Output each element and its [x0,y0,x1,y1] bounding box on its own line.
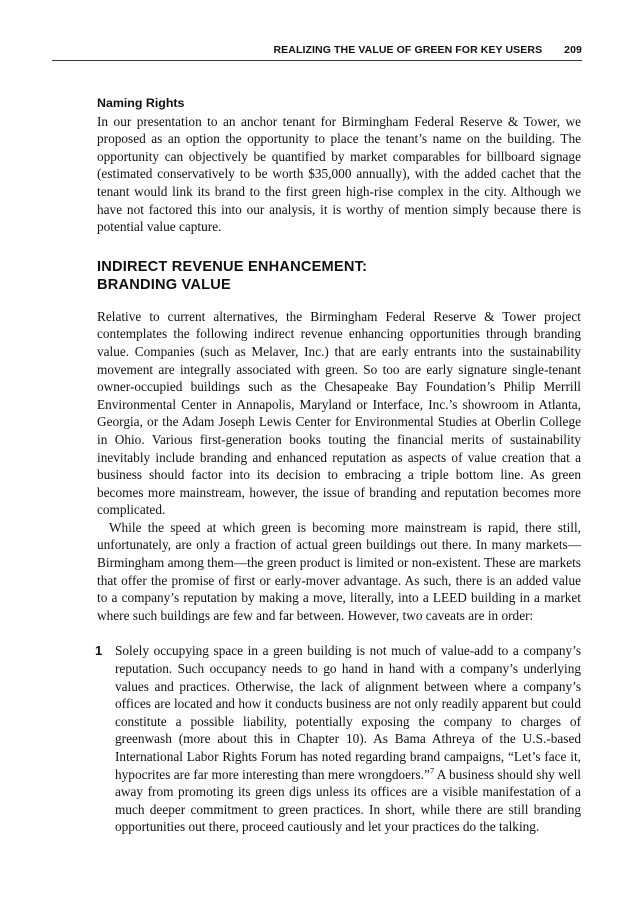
list-item-number: 1 [95,643,103,659]
naming-rights-subheading: Naming Rights [97,96,185,110]
section-heading-line-2: BRANDING VALUE [97,276,231,293]
running-title: REALIZING THE VALUE OF GREEN FOR KEY USERS [273,44,543,56]
branding-paragraph-2: While the speed at which green is becoming more mainstream is rapid, there still, unfortunately, are only a fraction of actual green buildings out there. In many markets—Birmingham among them—the green product is limited or non-existent. These are markets that offer the promise of first or early-mover advantage. As such, there is an added value to a company’s reputation by making a move, literally, into a LEED building in a market where such buildings are few and far between. However, two caveats are in order: [97,519,581,623]
caveats-list [97,642,581,836]
branding-paragraph-1: Relative to current alternatives, the Birmingham Federal Reserve & Tower project contemplates the following indirect revenue enhancing opportunities through branding value. Companies (such as Melaver, Inc.) that are early entrants into the sustainability movement are integrally associated with green. So too are early signature single-tenant owner-occupied buildings such as the Chesapeake Bay Foundation’s Philip Merrill Environmental Center in Annapolis, Maryland or Interface, Inc.’s showroom in Atlanta, Georgia, or the Adam Joseph Lewis Center for Environmental Studies at Oberlin College in Ohio. Various first-generation books touting the financial merits of sustainability inevitably include branding and enhanced reputation as aspects of value creation that a business should factor into its decision to embracing a triple bottom line. As green becomes more mainstream, however, the issue of branding and reputation becomes more complicated. [97,308,581,518]
list-item-text [115,642,581,836]
page-number: 209 [564,44,582,56]
header-rule [52,60,582,61]
list-item-text-main: Solely occupying space in a green building is not much of value-add to a company’s reputation. Such occupancy needs to go hand in hand with a company’s underlying values and practices. Otherwise, the lack of alignment between where a company’s offices are located and how it conducts business are not only readily apparent but could constitute a possible liability, potentially exposing the company to charges of greenwash (more about this in Chapter 10). As Bama Athreya of the U.S.-based International Labor Rights Forum has noted regarding brand campaigns, “Let’s face it, hypocrites are far more interesting than mere wrongdoers.” [115,643,581,782]
naming-rights-paragraph: In our presentation to an anchor tenant for Birmingham Federal Reserve & Tower, we proposed as an option the opportunity to place the tenant’s name on the building. The opportunity can objectively be quantified by market comparables for billboard signage (estimated conservatively to be worth $35,000 annually), with the added cachet that the tenant would link its brand to the first green high-rise complex in the city. Although we have not factored this into our analysis, it is worthy of mention simply because there is potential value capture. [97,113,581,235]
list-item [97,642,581,836]
page-body [97,95,581,836]
list-item-text-continued: A business should shy well away from promoting its green digs unless its offices are a visible manifestation of a much deeper commitment to green practices. In short, while there are still branding opportunities out there, proceed cautiously and let your practices do the talking. [115,766,581,835]
section-heading [97,258,581,294]
section-heading-line-1: INDIRECT REVENUE ENHANCEMENT: [97,258,368,275]
footnote-marker[interactable]: 7 [429,765,435,776]
running-head [52,44,582,56]
